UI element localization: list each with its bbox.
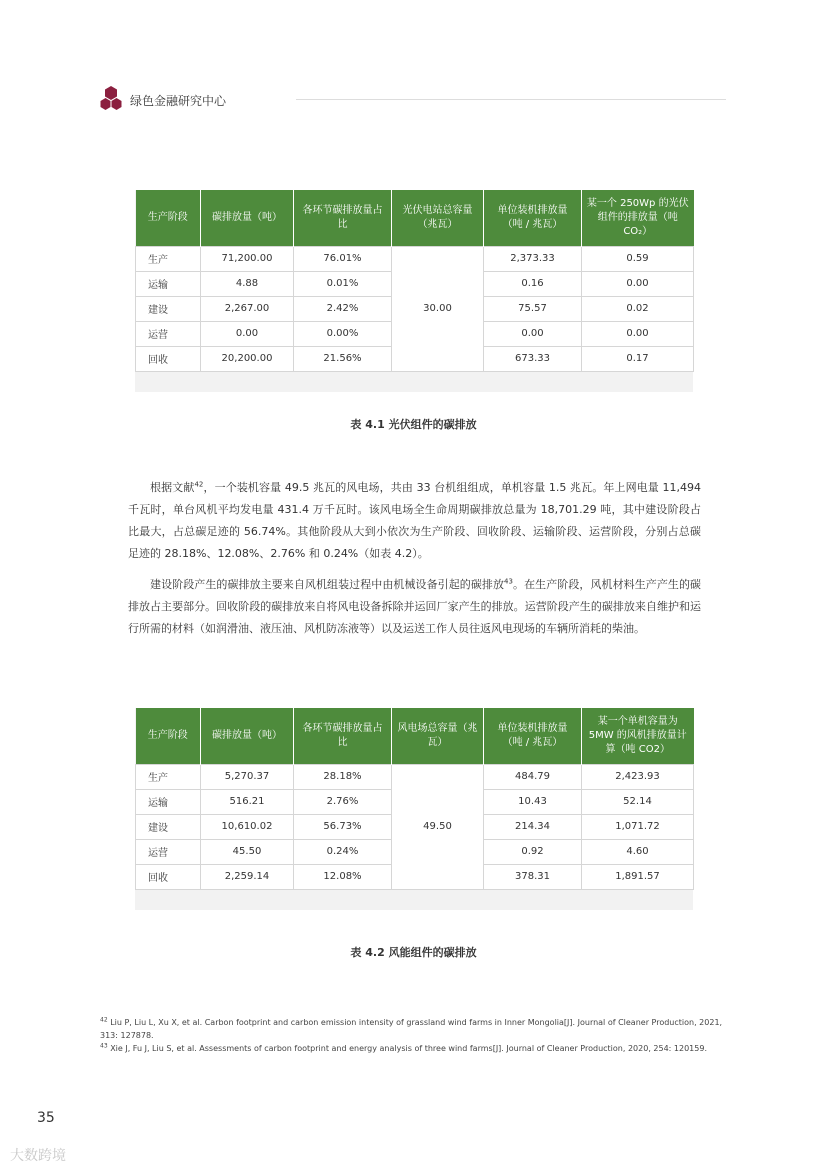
col-header: 生产阶段 <box>136 708 201 764</box>
stage-cell: 建设 <box>136 296 201 321</box>
table-header-row <box>136 708 694 764</box>
module-emission-cell: 0.00 <box>582 321 694 346</box>
table-row <box>136 764 694 789</box>
capacity-cell: 49.50 <box>392 764 484 889</box>
emission-cell: 2,267.00 <box>201 296 294 321</box>
unit-emission-cell: 0.16 <box>484 271 582 296</box>
emission-cell: 4.88 <box>201 271 294 296</box>
watermark: 大数跨境 <box>10 1148 66 1164</box>
emission-cell: 45.50 <box>201 839 294 864</box>
footnote-text: Xie J, Fu J, Liu S, et al. Assessments of carbon footprint and energy analysis of three wind farms[J]. Journal of Cleaner Production, 2020, 254: 120159. <box>110 1044 707 1053</box>
citation-ref: 42 <box>194 480 204 489</box>
col-header: 各环节碳排放量占比 <box>294 708 392 764</box>
turbine-emission-cell: 1,071.72 <box>582 814 694 839</box>
unit-emission-cell: 214.34 <box>484 814 582 839</box>
emission-cell: 2,259.14 <box>201 864 294 889</box>
stage-cell: 运输 <box>136 271 201 296</box>
unit-emission-cell: 0.00 <box>484 321 582 346</box>
share-cell: 2.42% <box>294 296 392 321</box>
pv-emission-table <box>135 190 693 392</box>
emission-cell: 5,270.37 <box>201 764 294 789</box>
share-cell: 21.56% <box>294 346 392 371</box>
module-emission-cell: 0.17 <box>582 346 694 371</box>
col-header: 生产阶段 <box>136 190 201 246</box>
paragraph-wind-farm <box>128 477 701 565</box>
col-header: 碳排放量（吨） <box>201 190 294 246</box>
emission-cell: 20,200.00 <box>201 346 294 371</box>
header-divider <box>296 99 726 100</box>
col-header: 风电场总容量（兆瓦） <box>392 708 484 764</box>
turbine-emission-cell: 1,891.57 <box>582 864 694 889</box>
turbine-emission-cell: 2,423.93 <box>582 764 694 789</box>
paragraph-construction <box>128 574 701 640</box>
turbine-emission-cell: 4.60 <box>582 839 694 864</box>
unit-emission-cell: 0.92 <box>484 839 582 864</box>
share-cell: 0.00% <box>294 321 392 346</box>
share-cell: 2.76% <box>294 789 392 814</box>
unit-emission-cell: 10.43 <box>484 789 582 814</box>
capacity-cell: 30.00 <box>392 246 484 371</box>
stage-cell: 运营 <box>136 839 201 864</box>
footnote-number: 43 <box>100 1042 108 1050</box>
col-header: 碳排放量（吨） <box>201 708 294 764</box>
org-name: 绿色金融研究中心 <box>130 94 227 108</box>
module-emission-cell: 0.02 <box>582 296 694 321</box>
footnote-item <box>100 1016 726 1042</box>
share-cell: 12.08% <box>294 864 392 889</box>
table-footer-band <box>135 372 693 392</box>
col-header: 各环节碳排放量占比 <box>294 190 392 246</box>
footnote-number: 42 <box>100 1016 108 1024</box>
turbine-emission-cell: 52.14 <box>582 789 694 814</box>
hexagon-logo-icon <box>100 86 122 112</box>
unit-emission-cell: 75.57 <box>484 296 582 321</box>
unit-emission-cell: 673.33 <box>484 346 582 371</box>
table-header-row <box>136 190 694 246</box>
share-cell: 56.73% <box>294 814 392 839</box>
module-emission-cell: 0.59 <box>582 246 694 271</box>
unit-emission-cell: 2,373.33 <box>484 246 582 271</box>
share-cell: 0.24% <box>294 839 392 864</box>
col-header: 某一个 250Wp 的光伏组件的排放量（吨 CO₂） <box>582 190 694 246</box>
col-header: 单位装机排放量（吨 / 兆瓦） <box>484 190 582 246</box>
share-cell: 28.18% <box>294 764 392 789</box>
emission-cell: 516.21 <box>201 789 294 814</box>
col-header: 某一个单机容量为 5MW 的风机排放量计算（吨 CO2） <box>582 708 694 764</box>
stage-cell: 回收 <box>136 864 201 889</box>
stage-cell: 生产 <box>136 246 201 271</box>
footnote-text: Liu P, Liu L, Xu X, et al. Carbon footprint and carbon emission intensity of grassland wind farms in Inner Mongolia[J]. Journal of Cleaner Production, 2021, 313: 127878. <box>100 1018 723 1040</box>
paragraph-text: 建设阶段产生的碳排放主要来自风机组装过程中由机械设备引起的碳排放 <box>150 578 505 591</box>
emission-cell: 10,610.02 <box>201 814 294 839</box>
paragraph-text: 根据文献 <box>150 481 195 494</box>
table-footer-band <box>135 890 693 910</box>
col-header: 单位装机排放量（吨 / 兆瓦） <box>484 708 582 764</box>
table-row <box>136 246 694 271</box>
stage-cell: 建设 <box>136 814 201 839</box>
wind-emission-table <box>135 708 693 910</box>
share-cell: 76.01% <box>294 246 392 271</box>
unit-emission-cell: 484.79 <box>484 764 582 789</box>
module-emission-cell: 0.00 <box>582 271 694 296</box>
emission-cell: 71,200.00 <box>201 246 294 271</box>
stage-cell: 运输 <box>136 789 201 814</box>
citation-ref: 43 <box>504 577 513 586</box>
table1-caption: 表 4.1 光伏组件的碳排放 <box>350 418 477 431</box>
page-header <box>100 86 726 114</box>
footnote-item <box>100 1042 726 1055</box>
paragraph-text: 。在生产阶段，风机材料生产产生的碳排放占主要部分。回收阶段的碳排放来自将风电设备拆除并运回厂家产生的排放。运营阶段产生的碳排放来自维护和运行所需的材料（如润滑油、液压油、风机防冻液等）以及运送工作人员往返风电现场的车辆所消耗的柴油。 <box>128 578 702 635</box>
table2-caption: 表 4.2 风能组件的碳排放 <box>350 946 477 959</box>
stage-cell: 生产 <box>136 764 201 789</box>
footnotes <box>100 1016 726 1055</box>
emission-cell: 0.00 <box>201 321 294 346</box>
share-cell: 0.01% <box>294 271 392 296</box>
col-header: 光伏电站总容量（兆瓦） <box>392 190 484 246</box>
stage-cell: 回收 <box>136 346 201 371</box>
paragraph-text: ，一个装机容量 49.5 兆瓦的风电场，共由 33 台机组组成，单机容量 1.5 兆瓦。年上网电量 11,494 千瓦时，单台风机平均发电量 431.4 万千瓦时。该风电场全生命周期碳排放总量为 18,701.29 吨，其中建设阶段占比最大，占总碳足迹的 56.74%。其他阶段从大到小依次为生产阶段、回收阶段、运输阶段、运营阶段，分别占总碳足迹的 28.18%、12.08%、2.76% 和 0.24%（如表 4.2）。 <box>128 481 701 560</box>
stage-cell: 运营 <box>136 321 201 346</box>
page-number: 35 <box>37 1110 55 1126</box>
unit-emission-cell: 378.31 <box>484 864 582 889</box>
